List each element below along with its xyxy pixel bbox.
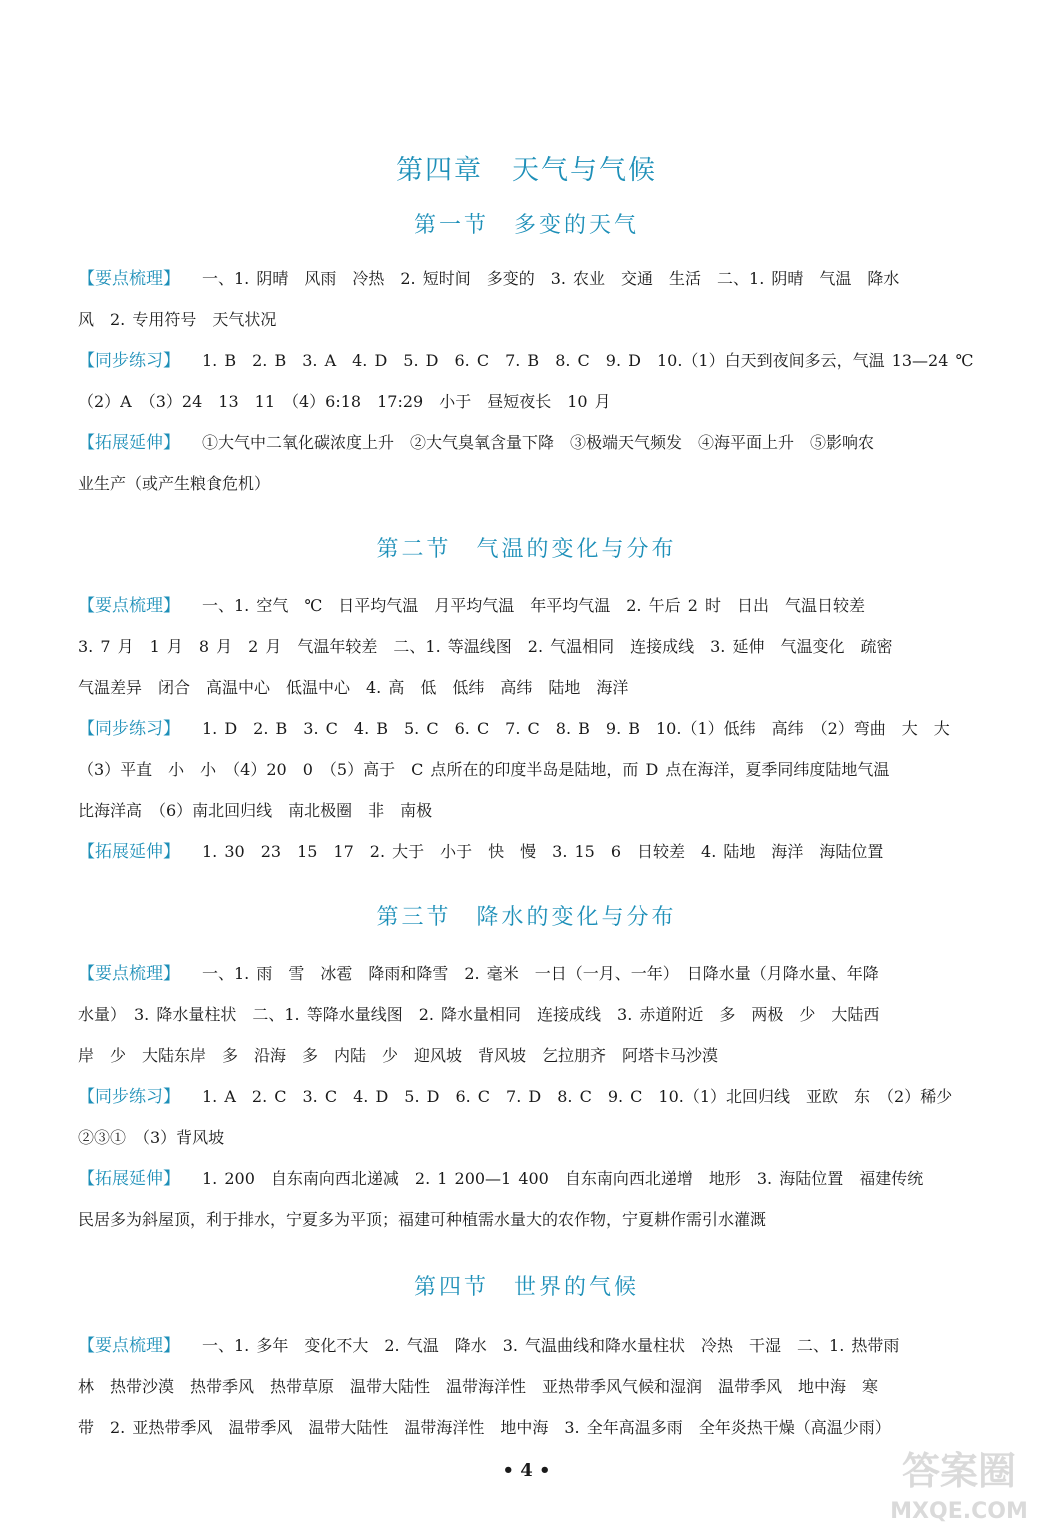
content-line [78,749,978,790]
content-line [78,708,978,749]
answer-text: 一、1. 空气 ℃ 日平均气温 月平均气温 年平均气温 2. 午后 2 时 日出 气温日较差 [202,596,865,615]
answer-text: 一、1. 雨 雪 冰雹 降雨和降雪 2. 毫米 一日（一月、一年） 日降水量（月降水量、年降 [202,964,879,983]
section-tag: 【拓展延伸】 [78,1169,180,1189]
content-line [78,1158,978,1199]
watermark-logo [874,1440,1044,1528]
content-line [78,422,978,463]
content-line [78,258,978,299]
content-line [78,1117,978,1158]
chapter-title: 第四章 天气与气候 [396,155,657,186]
content-line [78,1199,978,1240]
section-title: 第三节 降水的变化与分布 [376,905,677,930]
answer-text: 1. A 2. C 3. C 4. D 5. D 6. C 7. D 8. C 9. C 10.（1）北回归线 亚欧 东 （2）稀少 [202,1087,953,1106]
content-line [78,340,978,381]
answer-text: 一、1. 阴晴 风雨 冷热 2. 短时间 多变的 3. 农业 交通 生活 二、1. 阴晴 气温 降水 [202,269,900,288]
section-tag: 【要点梳理】 [78,964,180,984]
section-tag: 【要点梳理】 [78,269,180,289]
section-tag: 【同步练习】 [78,719,180,739]
answer-text: 风 2. 专用符号 天气状况 [78,310,277,329]
content-line [78,626,978,667]
section-tag: 【要点梳理】 [78,596,180,616]
content-line [78,790,978,831]
answer-text: 带 2. 亚热带季风 温带季风 温带大陆性 温带海洋性 地中海 3. 全年高温多雨 全年炎热干燥（高温少雨） [78,1418,891,1437]
section-3-content [78,953,978,1240]
content-line [78,463,978,504]
section-title: 第二节 气温的变化与分布 [376,537,677,562]
watermark-top-text: 答案圈 [901,1449,1017,1493]
answer-text: 岸 少 大陆东岸 多 沿海 多 内陆 少 迎风坡 背风坡 乞拉朋齐 阿塔卡马沙漠 [78,1046,719,1065]
answer-text: 气温差异 闭合 高温中心 低温中心 4. 高 低 低纬 高纬 陆地 海洋 [78,678,629,697]
page-number: • 4 • [502,1460,551,1481]
answer-text: 业生产（或产生粮食危机） [78,474,271,493]
answer-text: 民居多为斜屋顶，利于排水，宁夏多为平顶；福建可种植需水量大的农作物，宁夏耕作需引水灌溉 [78,1210,767,1229]
content-line [78,585,978,626]
answer-text: 1. D 2. B 3. C 4. B 5. C 6. C 7. C 8. B 9. B 10.（1）低纬 高纬 （2）弯曲 大 大 [202,719,950,738]
answer-text: （3）平直 小 小 （4）20 0 （5）高于 C 点所在的印度半岛是陆地，而 D 点在海洋，夏季同纬度陆地气温 [78,760,890,779]
content-line [78,1035,978,1076]
answer-text: 林 热带沙漠 热带季风 热带草原 温带大陆性 温带海洋性 亚热带季风气候和湿润 温带季风 地中海 寒 [78,1377,879,1396]
answer-text: ①大气中二氧化碳浓度上升 ②大气臭氧含量下降 ③极端天气频发 ④海平面上升 ⑤影响农 [202,433,875,452]
content-line [78,831,978,872]
content-line [78,667,978,708]
content-line [78,994,978,1035]
section-tag: 【拓展延伸】 [78,842,180,862]
section-tag: 【要点梳理】 [78,1336,180,1356]
content-line [78,299,978,340]
answer-text: 1. B 2. B 3. A 4. D 5. D 6. C 7. B 8. C 9. D 10.（1）白天到夜间多云，气温 13—24 ℃ [202,351,974,370]
answer-text: 1. 200 自东南向西北递减 2. 1 200—1 400 自东南向西北递增 地形 3. 海陆位置 福建传统 [202,1169,924,1188]
answer-text: ②③① （3）背风坡 [78,1128,225,1147]
section-tag: 【同步练习】 [78,351,180,371]
answer-text: 3. 7 月 1 月 8 月 2 月 气温年较差 二、1. 等温线图 2. 气温相同 连接成线 3. 延伸 气温变化 疏密 [78,637,893,656]
section-2-content [78,585,978,872]
content-line [78,1407,978,1448]
content-line [78,381,978,422]
section-title: 第一节 多变的天气 [413,213,639,238]
content-line [78,1076,978,1117]
answer-text: 比海洋高 （6）南北回归线 南北极圈 非 南极 [78,801,433,820]
content-line [78,1325,978,1366]
section-4-content [78,1325,978,1448]
answer-text: 1. 30 23 15 17 2. 大于 小于 快 慢 3. 15 6 日较差 4. 陆地 海洋 海陆位置 [202,842,884,861]
section-1-content [78,258,978,504]
answer-text: （2）A （3）24 13 11 （4）6:18 17:29 小于 昼短夜长 10 月 [78,392,611,411]
section-tag: 【拓展延伸】 [78,433,180,453]
content-line [78,953,978,994]
answer-text: 水量） 3. 降水量柱状 二、1. 等降水量线图 2. 降水量相同 连接成线 3. 赤道附近 多 两极 少 大陆西 [78,1005,880,1024]
section-title: 第四节 世界的气候 [413,1275,639,1300]
section-tag: 【同步练习】 [78,1087,180,1107]
watermark-bottom-text: MXQE.COM [890,1499,1028,1524]
content-line [78,1366,978,1407]
answer-text: 一、1. 多年 变化不大 2. 气温 降水 3. 气温曲线和降水量柱状 冷热 干湿 二、1. 热带雨 [202,1336,900,1355]
